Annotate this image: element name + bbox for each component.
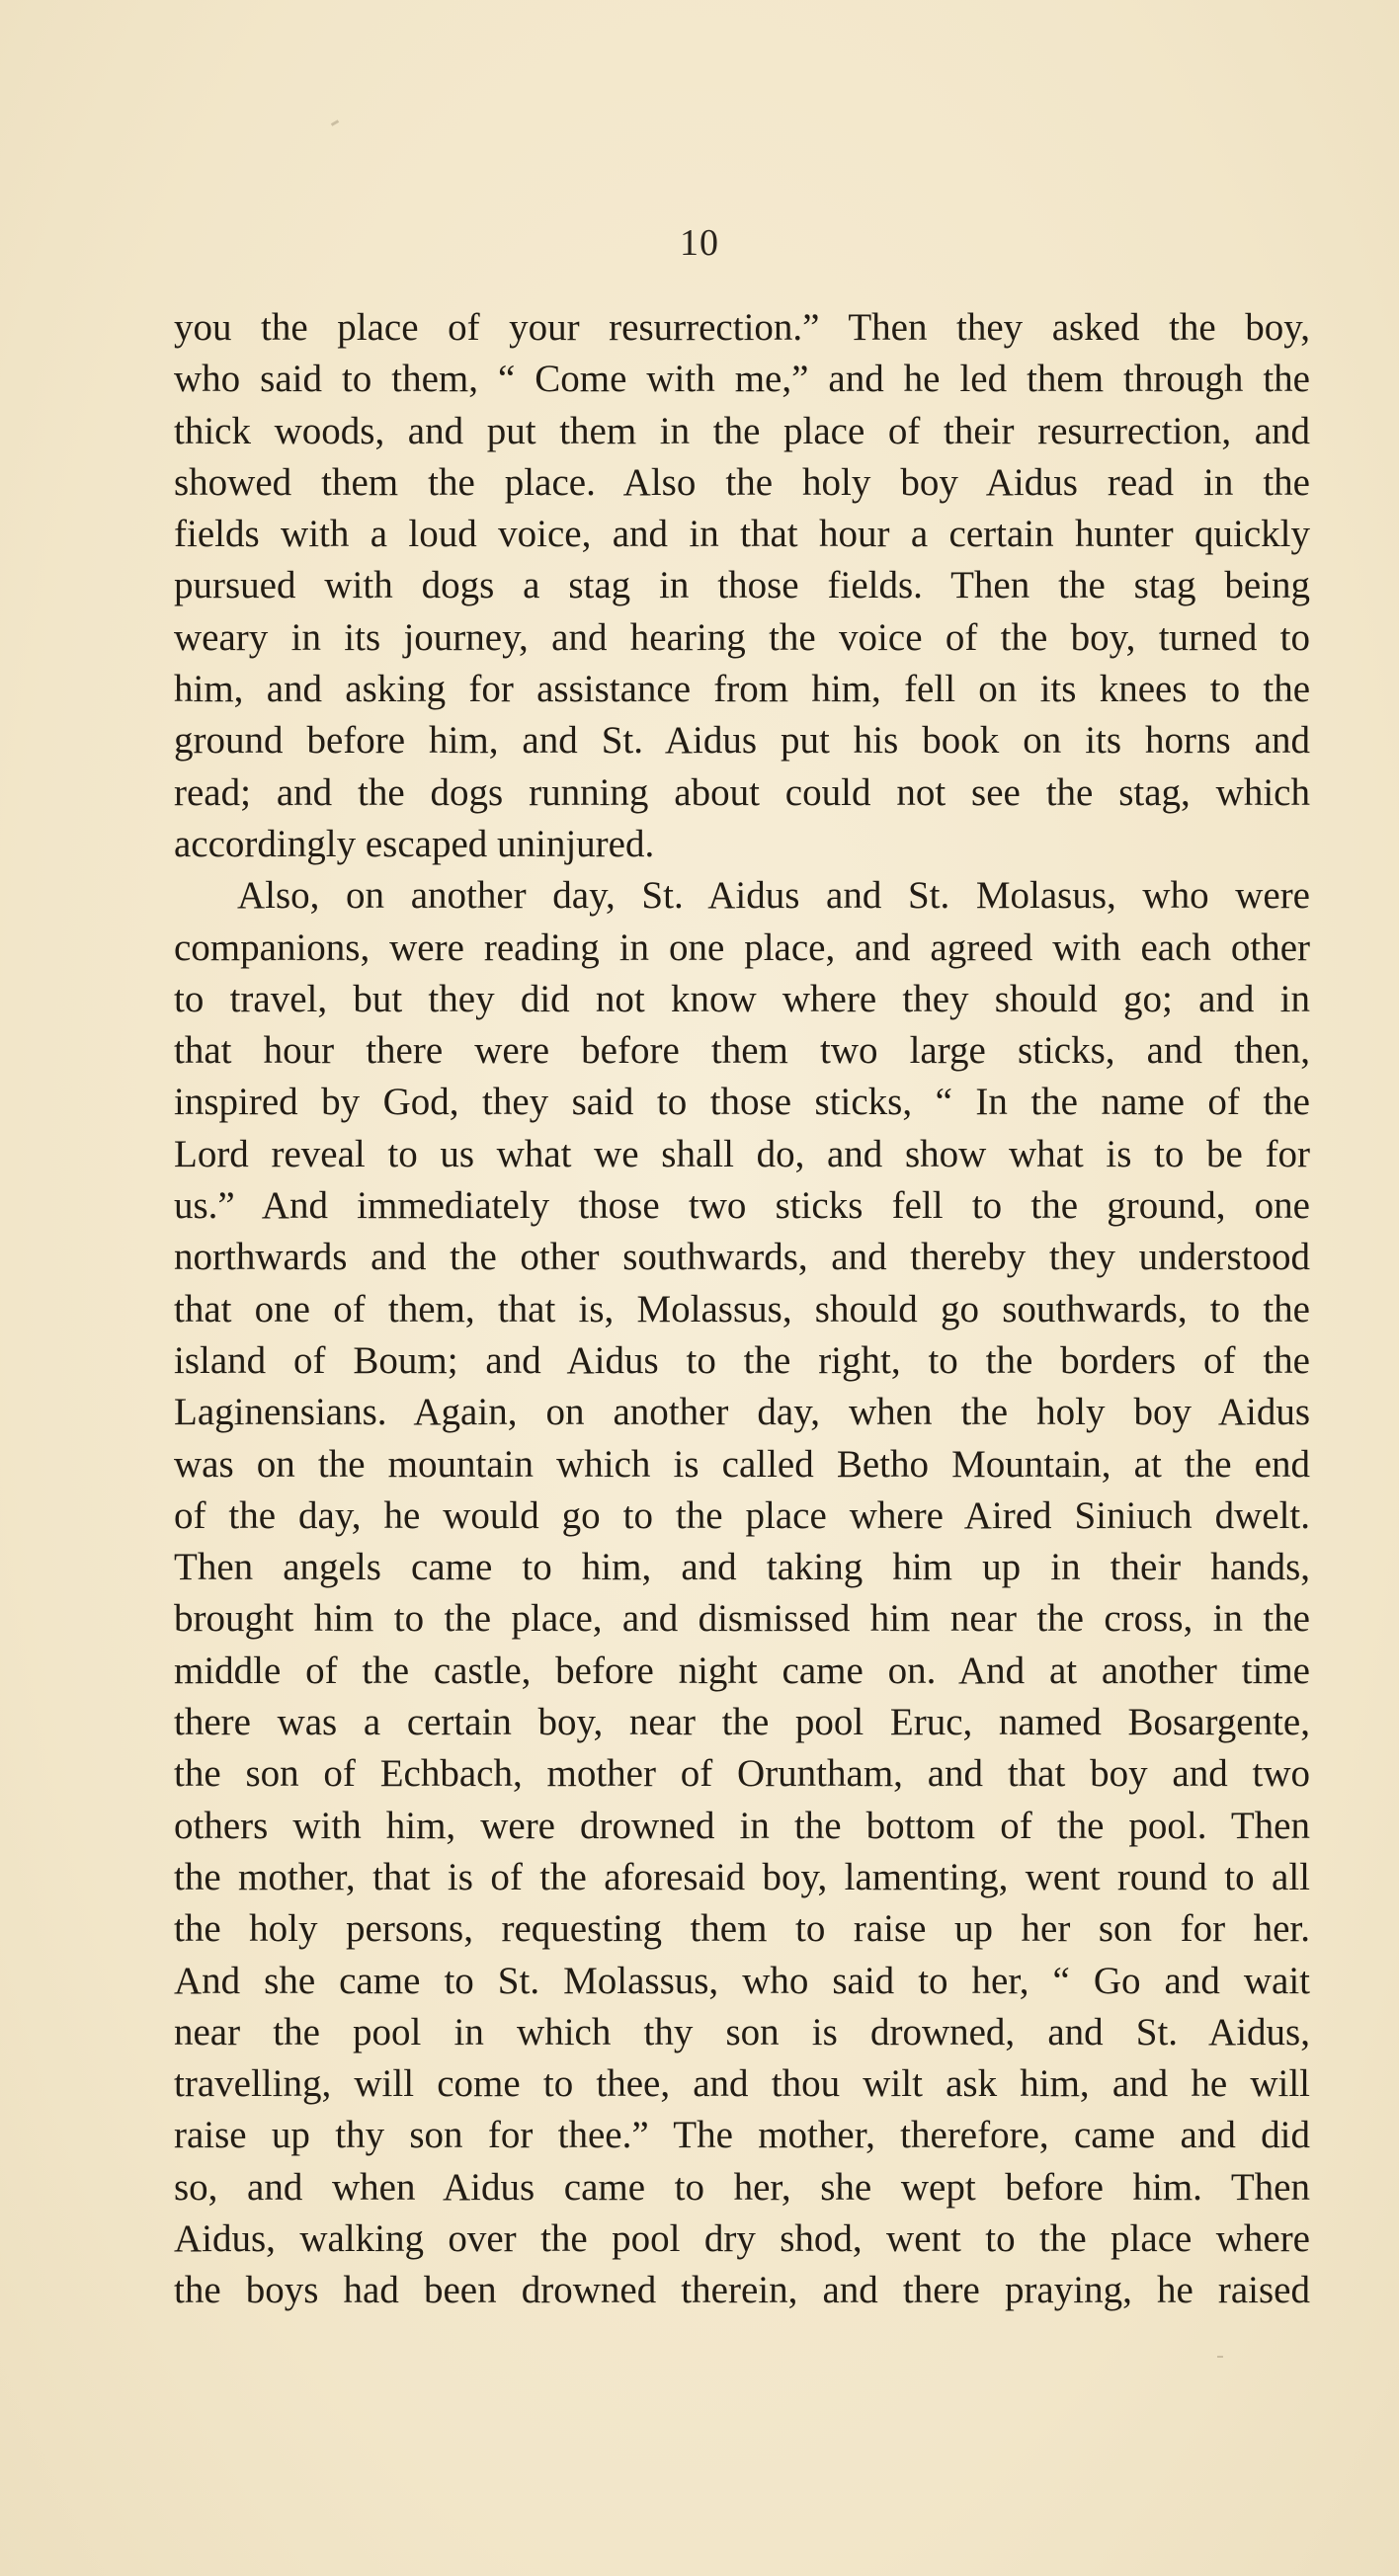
text-line: thick woods, and put them in the place of their resurrection, and bbox=[174, 409, 1310, 452]
text-line: of the day, he would go to the place where Aired Siniuch dwelt. bbox=[174, 1493, 1310, 1537]
text-line: you the place of your resurrection.” Then they asked the boy, bbox=[174, 306, 1310, 349]
text-line: to travel, but they did not know where they should go; and in bbox=[174, 977, 1310, 1020]
paper-speck bbox=[1217, 2356, 1223, 2358]
text-line: northwards and the other southwards, and thereby they understood bbox=[174, 1236, 1310, 1279]
text-line: accordingly escaped uninjured. bbox=[174, 822, 655, 865]
text-line: And she came to St. Molassus, who said to her, “ Go and wait bbox=[174, 1959, 1310, 2002]
text-line: near the pool in which thy son is drowned, and St. Aidus, bbox=[174, 2010, 1310, 2053]
text-line: pursued with dogs a stag in those fields. Then the stag being bbox=[174, 564, 1310, 607]
text-line: Then angels came to him, and taking him up in their hands, bbox=[174, 1546, 1310, 1589]
body-text bbox=[174, 302, 1310, 2317]
text-line: Aidus, walking over the pool dry shod, went to the place where bbox=[174, 2216, 1310, 2260]
text-line: island of Boum; and Aidus to the right, to the borders of the bbox=[174, 1338, 1310, 1382]
text-line: that one of them, that is, Molassus, should go southwards, to the bbox=[174, 1287, 1310, 1330]
text-line: middle of the castle, before night came on. And at another time bbox=[174, 1649, 1310, 1692]
text-line: Also, on another day, St. Aidus and St. Molasus, who were bbox=[237, 874, 1310, 918]
text-line: who said to them, “ Come with me,” and he led them through the bbox=[174, 358, 1310, 401]
text-line: the son of Echbach, mother of Oruntham, and that boy and two bbox=[174, 1752, 1310, 1796]
text-line: others with him, were drowned in the bottom of the pool. Then bbox=[174, 1804, 1310, 1847]
text-line: the holy persons, requesting them to raise up her son for her. bbox=[174, 1907, 1310, 1951]
text-line: raise up thy son for thee.” The mother, therefore, came and did bbox=[174, 2114, 1310, 2157]
text-line: there was a certain boy, near the pool Eruc, named Bosargente, bbox=[174, 1701, 1310, 1744]
text-line: travelling, will come to thee, and thou wilt ask him, and he will bbox=[174, 2062, 1310, 2106]
text-line: was on the mountain which is called Betho Mountain, at the end bbox=[174, 1442, 1310, 1486]
text-line: the mother, that is of the aforesaid boy, lamenting, went round to all bbox=[174, 1855, 1310, 1898]
text-line: brought him to the place, and dismissed him near the cross, in the bbox=[174, 1597, 1310, 1641]
text-line: weary in its journey, and hearing the voice of the boy, turned to bbox=[174, 615, 1310, 659]
text-line: Lord reveal to us what we shall do, and show what is to be for bbox=[174, 1132, 1310, 1175]
text-line: read; and the dogs running about could not see the stag, which bbox=[174, 770, 1310, 814]
text-line: Laginensians. Again, on another day, when the holy boy Aidus bbox=[174, 1391, 1310, 1434]
text-line: companions, were reading in one place, and agreed with each other bbox=[174, 926, 1310, 969]
paper-speck bbox=[331, 120, 339, 126]
text-line: that hour there were before them two large sticks, and then, bbox=[174, 1029, 1310, 1073]
text-line: so, and when Aidus came to her, she wept before him. Then bbox=[174, 2165, 1310, 2209]
text-line: fields with a loud voice, and in that hour a certain hunter quickly bbox=[174, 513, 1310, 556]
text-line: inspired by God, they said to those sticks, “ In the name of the bbox=[174, 1081, 1310, 1124]
text-line: showed them the place. Also the holy boy Aidus read in the bbox=[174, 460, 1310, 504]
text-line: ground before him, and St. Aidus put his book on its horns and bbox=[174, 719, 1310, 763]
text-line: the boys had been drowned therein, and there praying, he raised bbox=[174, 2269, 1310, 2312]
text-line: him, and asking for assistance from him, fell on its knees to the bbox=[174, 668, 1310, 711]
text-line: us.” And immediately those two sticks fell to the ground, one bbox=[174, 1184, 1310, 1228]
page-number: 10 bbox=[680, 222, 719, 264]
